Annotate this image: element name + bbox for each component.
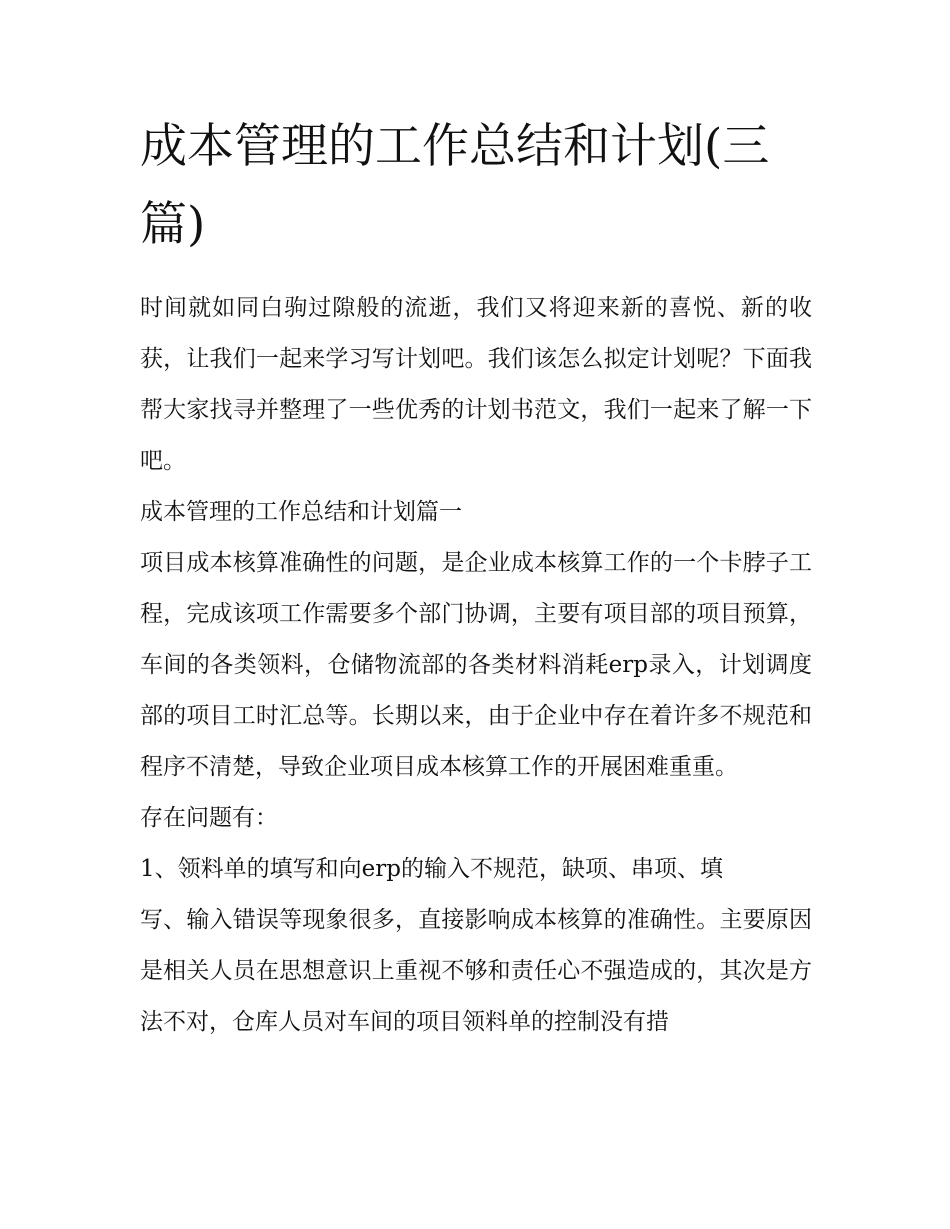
intro-paragraph: 时间就如同白驹过隙般的流逝，我们又将迎来新的喜悦、新的收获，让我们一起来学习写计划吧。我们该怎么拟定计划呢？下面我帮大家找寻并整理了一些优秀的计划书范文，我们一起来了解一下吧。 [140, 295, 812, 474]
body-paragraph-1: 项目成本核算准确性的问题，是企业成本核算工作的一个卡脖子工程，完成该项工作需要多个部门协调，主要有项目部的项目预算，车间的各类领料，仓储物流部的各类材料消耗erp录入，计划调度部的项目工时汇总等。长期以来，由于企业中存在着许多不规范和程序不清楚，导致企业项目成本核算工作的开展困难重重。 [140, 550, 812, 780]
section-heading: 成本管理的工作总结和计划篇一 [140, 499, 462, 525]
document-title: 成本管理的工作总结和计划(三篇) [140, 119, 770, 252]
problems-heading: 存在问题有： [140, 805, 278, 831]
problem-1-first-line: 1、领料单的填写和向erp的输入不规范，缺项、串项、填 [140, 856, 723, 882]
problem-1-continued: 写、输入错误等现象很多，直接影响成本核算的准确性。主要原因是相关人员在思想意识上重视不够和责任心不强造成的，其次是方法不对，仓库人员对车间的项目领料单的控制没有措 [140, 907, 812, 1035]
document-body [140, 108, 812, 1048]
